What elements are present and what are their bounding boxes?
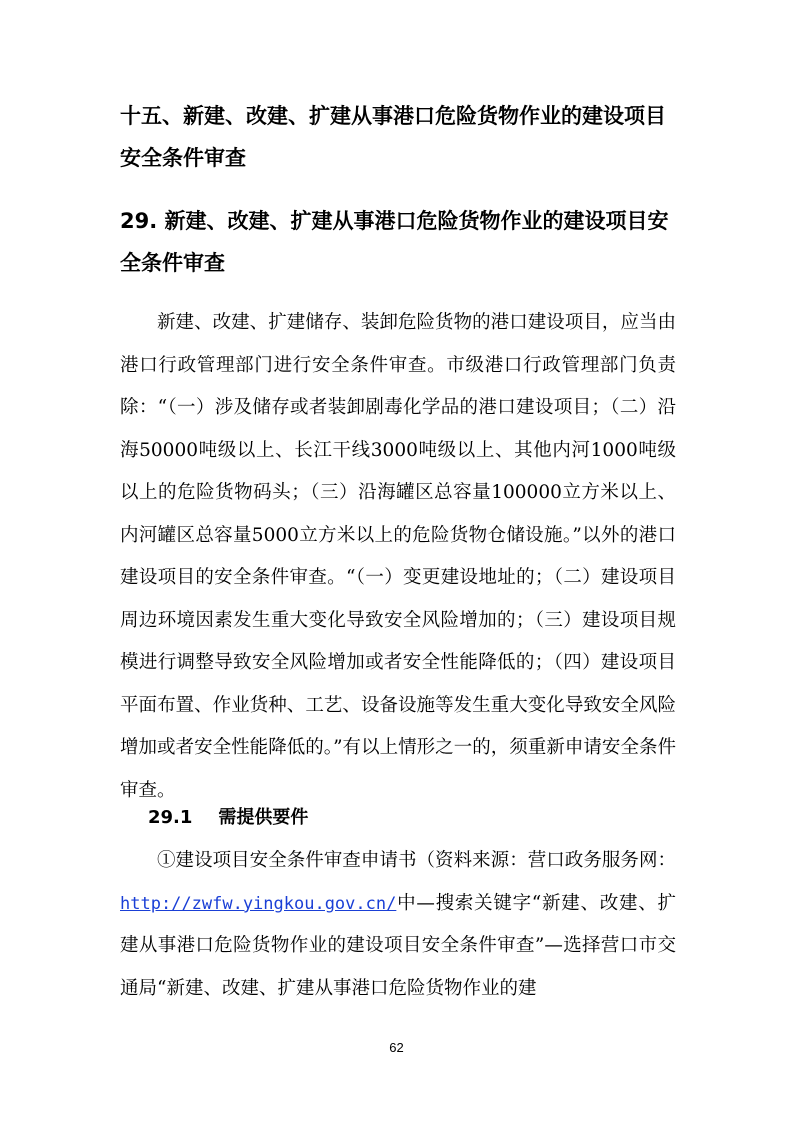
subsection-number: 29.1 xyxy=(148,807,193,828)
requirement-item-paragraph xyxy=(120,840,676,1010)
government-service-link[interactable]: http://zwfw.yingkou.gov.cn/ xyxy=(120,893,397,914)
item-text-after-link: 中—搜索关键字“新建、改建、扩建从事港口危险货物作业的建设项目安全条件审查”—选择营口市交通局“新建、改建、扩建从事港口危险货物作业的建 xyxy=(120,892,676,999)
chapter-heading: 十五、新建、改建、扩建从事港口危险货物作业的建设项目安全条件审查 xyxy=(120,104,666,170)
page-number: 62 xyxy=(389,1040,404,1055)
intro-paragraph: 新建、改建、扩建储存、装卸危险货物的港口建设项目，应当由港口行政管理部门进行安全条件审查。市级港口行政管理部门负责除：“（一）涉及储存或者装卸剧毒化学品的港口建设项目；（二）沿海50000吨级以上、长江干线3000吨级以上、其他内河1000吨级以上的危险货物码头；（三）沿海罐区总容量100000立方米以上、内河罐区总容量5000立方米以上的危险货物仓储设施。”以外的港口建设项目的安全条件审查。“（一）变更建设地址的；（二）建设项目周边环境因素发生重大变化导致安全风险增加的；（三）建设项目规模进行调整导致安全风险增加或者安全性能降低的；（四）建设项目平面布置、作业货种、工艺、设备设施等发生重大变化导致安全风险增加或者安全性能降低的。”有以上情形之一的，须重新申请安全条件审查。 xyxy=(120,312,676,801)
subsection-heading xyxy=(148,800,308,836)
subsection-title: 需提供要件 xyxy=(218,807,309,828)
item-text-before-link: ①建设项目安全条件审查申请书（资料来源：营口政务服务网： xyxy=(157,850,676,871)
section-heading: 29. 新建、改建、扩建从事港口危险货物作业的建设项目安全条件审查 xyxy=(120,209,669,275)
